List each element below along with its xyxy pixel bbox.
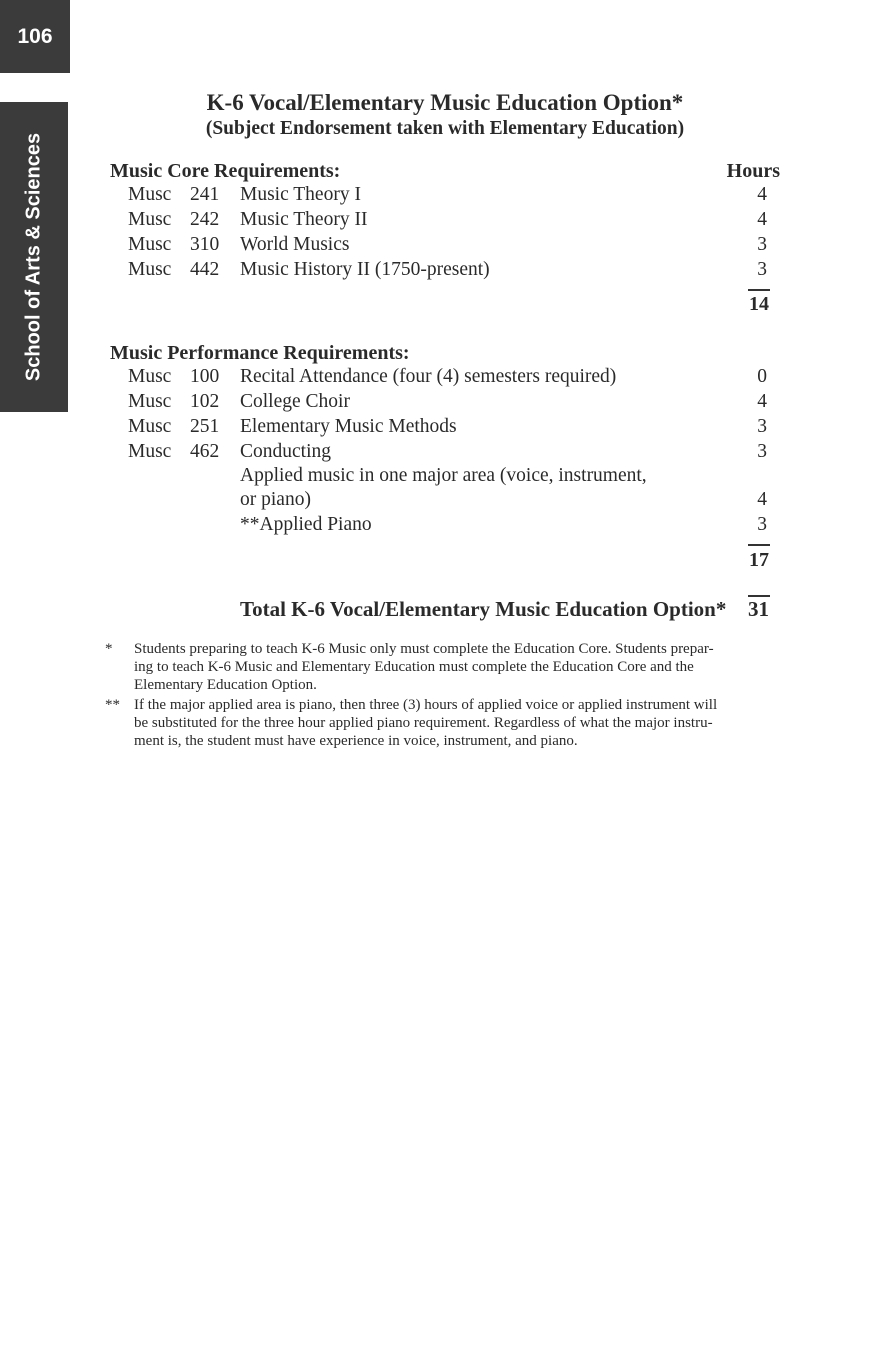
course-dept: Musc: [128, 416, 172, 437]
course-hours: 0: [757, 366, 767, 387]
table-row: [0, 184, 877, 210]
table-row: [0, 366, 877, 392]
table-row: [0, 234, 877, 260]
course-title: Music Theory I: [240, 184, 361, 205]
total-value: 31: [748, 597, 769, 621]
core-heading: Music Core Requirements:: [110, 160, 341, 182]
course-title: Music Theory II: [240, 209, 368, 230]
section-tab-label: School of Arts & Sciences: [22, 132, 45, 382]
course-dept: Musc: [128, 234, 172, 255]
table-row: [0, 416, 877, 442]
course-number: 442: [190, 259, 220, 280]
course-dept: Musc: [128, 259, 172, 280]
hours-heading: Hours: [726, 160, 780, 182]
footnote-line: be substituted for the three hour applied piano requirement. Regardless of what the major instru-: [134, 715, 713, 731]
page-number: 106: [0, 0, 70, 73]
course-hours: 4: [757, 184, 767, 205]
course-number: 241: [190, 184, 220, 205]
footnote-mark: *: [105, 641, 113, 657]
course-number: 462: [190, 441, 220, 462]
table-row: [0, 514, 877, 540]
footnote-line: ing to teach K-6 Music and Elementary Education must complete the Education Core and the: [134, 659, 694, 675]
course-number: 100: [190, 366, 220, 387]
course-number: 242: [190, 209, 220, 230]
course-title: or piano): [240, 489, 311, 510]
footnote-mark: **: [105, 697, 120, 713]
page-title: K-6 Vocal/Elementary Music Education Option*: [206, 90, 684, 115]
total-label: Total K-6 Vocal/Elementary Music Education Option*: [240, 597, 727, 621]
course-title: Conducting: [240, 441, 331, 462]
table-row: [0, 209, 877, 235]
course-number: 251: [190, 416, 220, 437]
course-dept: Musc: [128, 209, 172, 230]
course-hours: 4: [757, 209, 767, 230]
table-row: [0, 259, 877, 285]
course-number: 102: [190, 391, 220, 412]
footnote-line: If the major applied area is piano, then three (3) hours of applied voice or applied instrument will: [134, 697, 718, 713]
course-hours: 3: [757, 259, 767, 280]
course-title: Applied music in one major area (voice, instrument,: [240, 465, 647, 486]
footnote-line: ment is, the student must have experience in voice, instrument, and piano.: [134, 733, 578, 749]
sum-rule: [748, 289, 770, 291]
course-title: Recital Attendance (four (4) semesters required): [240, 366, 617, 387]
course-hours: 3: [757, 514, 767, 535]
table-row: [0, 489, 877, 515]
course-title: College Choir: [240, 391, 350, 412]
course-title: **Applied Piano: [240, 514, 372, 535]
table-row: [0, 465, 877, 491]
course-title: Music History II (1750-present): [240, 259, 490, 280]
course-hours: 3: [757, 234, 767, 255]
course-title: World Musics: [240, 234, 350, 255]
course-dept: Musc: [128, 391, 172, 412]
performance-subtotal: 17: [749, 549, 769, 571]
course-title: Elementary Music Methods: [240, 416, 457, 437]
course-number: 310: [190, 234, 220, 255]
core-subtotal: 14: [749, 293, 769, 315]
course-dept: Musc: [128, 184, 172, 205]
course-hours: 4: [757, 391, 767, 412]
page-subtitle: (Subject Endorsement taken with Elementary Education): [205, 118, 685, 139]
performance-heading: Music Performance Requirements:: [110, 342, 410, 364]
course-dept: Musc: [128, 441, 172, 462]
course-hours: 3: [757, 416, 767, 437]
sum-rule: [748, 544, 770, 546]
course-dept: Musc: [128, 366, 172, 387]
table-row: [0, 391, 877, 417]
footnote-line: Elementary Education Option.: [134, 677, 317, 693]
course-hours: 3: [757, 441, 767, 462]
course-hours: 4: [757, 489, 767, 510]
footnote-line: Students preparing to teach K-6 Music only must complete the Education Core. Students prepar-: [134, 641, 714, 657]
table-row: [0, 441, 877, 467]
